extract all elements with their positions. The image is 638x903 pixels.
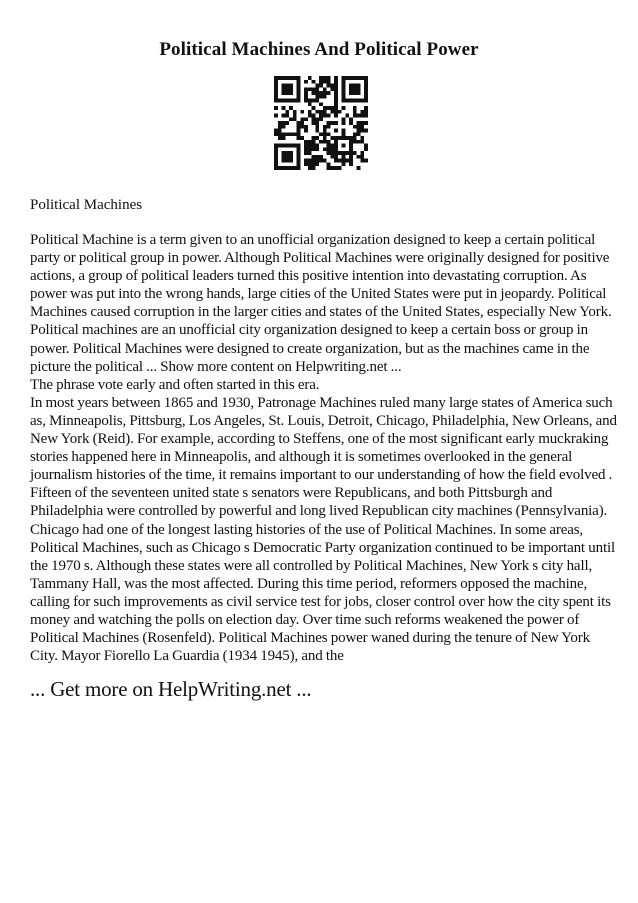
get-more-link[interactable]: ... Get more on HelpWriting.net ... xyxy=(30,677,312,701)
paragraph: In most years between 1865 and 1930, Patronage Machines ruled many large states of America such as, Minneapolis, Pittsburg, Los Angeles, St. Louis, Detroit, Chicago, Philadelphia, New Orleans, and New York (Reid). For example, according to Steffens, one of the most significant early muckraking stories happened here in Minneapolis, and although it is sometimes overlooked in the general journalism histories of the time, it remains important to our understanding of how the field evolved . Fifteen of the seventeen united state s senators were Republicans, and both Pittsburgh and Philadelphia were controlled by powerful and long lived Republican city machines (Pennsylvania). Chicago had one of the longest lasting histories of the use of Political Machines. In some areas, Political Machines, such as Chicago s Democratic Party organization continued to be important until the 1970 s. Although these states were all controlled by Political Machines, New York s city hall, Tammany Hall, was the most affected. During this time period, reformers opposed the machine, calling for such improvements as civil service test for jobs, closer control over how the city spent its money and watching the polls on election day. Over time such reforms weakened the power of Political Machines (Rosenfeld). Political Machines power waned during the tenure of New York City. Mayor Fiorello La Guardia (1934 1945), and the xyxy=(30,394,617,665)
section-heading: Political Machines xyxy=(30,197,143,213)
page-title: Political Machines And Political Power xyxy=(159,39,479,60)
qr-code-icon xyxy=(274,76,368,170)
paragraph: Political machines are an unofficial city organization designed to keep a certain boss or group in power. Political Machines were designed to create organization, but as the machines came in the picture the political ... Show more content on Helpwriting.net ... xyxy=(30,322,590,375)
essay-body xyxy=(30,231,620,665)
paragraph: Political Machine is a term given to an unofficial organization designed to keep a certain political party or political group in power. Although Political Machines were originally designed for positive actions, a group of political leaders turned this positive intention into devastating corruption. As power was put into the wrong hands, large cities of the United States were put in jeopardy. Political Machines caused corruption in the larger cities and states of the United States, especially New York. xyxy=(30,232,612,321)
paragraph: The phrase vote early and often started in this era. xyxy=(30,376,320,393)
